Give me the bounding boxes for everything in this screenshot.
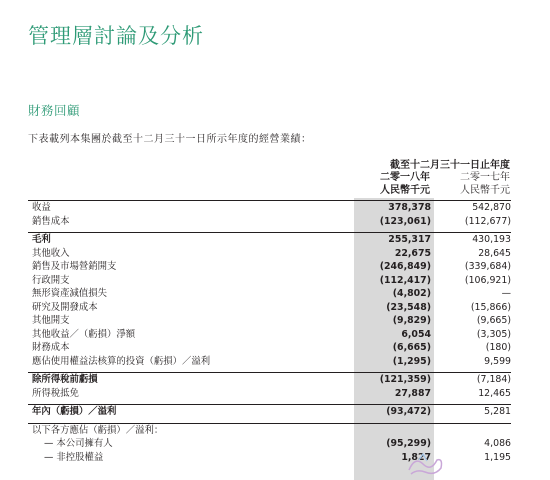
- value-2018: 255,317: [388, 234, 431, 245]
- row-label: 研究及開發成本: [32, 301, 98, 313]
- value-2017: (9,665): [476, 315, 511, 326]
- value-2018: (121,359): [379, 374, 431, 385]
- unit-header-2017: 人民幣千元: [460, 185, 510, 196]
- value-2017: (3,305): [476, 328, 511, 340]
- row-label: 以下各方應佔（虧損）／溢利：: [32, 424, 164, 436]
- value-2017: 12,465: [478, 387, 511, 399]
- value-2018: 6,054: [401, 328, 431, 340]
- table-row: [28, 201, 511, 215]
- year-header-2018: 二零一八年: [380, 172, 430, 183]
- row-label: 所得稅抵免: [32, 387, 79, 399]
- value-2017: (15,866): [470, 301, 511, 313]
- table-row: [28, 387, 511, 401]
- value-2018: (246,849): [379, 261, 431, 272]
- value-2017: (7,184): [476, 374, 511, 385]
- value-2018: (112,417): [379, 274, 431, 286]
- unit-header-2018: 人民幣千元: [380, 185, 430, 196]
- page-title: 管理層討論及分析: [28, 24, 204, 48]
- row-label: 毛利: [32, 234, 51, 245]
- row-label: 其他開支: [32, 315, 70, 326]
- value-2017: (106,921): [464, 274, 511, 286]
- table-row: [28, 260, 511, 274]
- value-2017: 4,086: [484, 438, 511, 449]
- table-row: [28, 437, 511, 451]
- table-row: [28, 341, 511, 355]
- row-label: 應佔使用權益法核算的投資（虧損）／溢利: [32, 355, 211, 367]
- value-2018: (6,665): [392, 342, 431, 353]
- value-2017: (339,684): [464, 261, 511, 272]
- table-row: [28, 274, 511, 288]
- value-2018: 1,827: [401, 451, 431, 463]
- value-2017: 5,281: [484, 406, 511, 417]
- row-label: 無形資產減值損失: [32, 288, 108, 299]
- table-row: [28, 423, 511, 438]
- value-2017: 542,870: [472, 202, 511, 213]
- row-label: — 本公司擁有人: [44, 438, 113, 449]
- table-row: [28, 328, 511, 342]
- value-2018: 378,378: [388, 202, 431, 213]
- value-2018: (23,548): [386, 301, 431, 313]
- row-label: 其他收益／（虧損）淨額: [32, 328, 136, 340]
- row-label: 行政開支: [32, 274, 70, 286]
- row-label: 除所得稅前虧損: [32, 374, 98, 385]
- table-row: [28, 404, 511, 419]
- value-2018: (93,472): [386, 406, 431, 417]
- doodle-icon: [405, 450, 447, 478]
- results-table: [28, 201, 511, 464]
- value-2018: (123,061): [379, 215, 431, 227]
- table-row: [28, 372, 511, 387]
- row-label: 銷售成本: [32, 215, 70, 227]
- row-label: 年內（虧損）／溢利: [32, 406, 117, 417]
- intro-text: 下表載列本集團於截至十二月三十一日所示年度的經營業績：: [28, 134, 312, 145]
- year-header-2017: 二零一七年: [460, 172, 510, 183]
- section-title: 財務回顧: [28, 103, 81, 118]
- table-row: [28, 215, 511, 229]
- row-label: — 非控股權益: [44, 451, 104, 463]
- value-2017: 28,645: [478, 247, 511, 259]
- value-2018: 27,887: [394, 387, 431, 399]
- table-row: [28, 232, 511, 247]
- value-2017: (112,677): [464, 215, 511, 227]
- value-2017: —: [501, 288, 511, 299]
- table-row: [28, 287, 511, 301]
- row-label: 銷售及市場營銷開支: [32, 261, 117, 272]
- value-2018: 22,675: [394, 247, 431, 259]
- row-label: 收益: [32, 202, 51, 213]
- row-label: 財務成本: [32, 342, 70, 353]
- row-label: 其他收入: [32, 247, 70, 259]
- value-2017: 1,195: [484, 451, 511, 463]
- table-row: [28, 314, 511, 328]
- value-2017: 430,193: [472, 234, 511, 245]
- table-row: [28, 301, 511, 315]
- period-header: 截至十二月三十一日止年度: [390, 160, 510, 171]
- table-row: [28, 355, 511, 369]
- value-2017: (180): [485, 342, 511, 353]
- value-2018: (1,295): [392, 355, 431, 367]
- value-2018: (95,299): [386, 438, 431, 449]
- table-row: [28, 247, 511, 261]
- value-2018: (9,829): [392, 315, 431, 326]
- value-2017: 9,599: [484, 355, 511, 367]
- value-2018: (4,802): [392, 288, 431, 299]
